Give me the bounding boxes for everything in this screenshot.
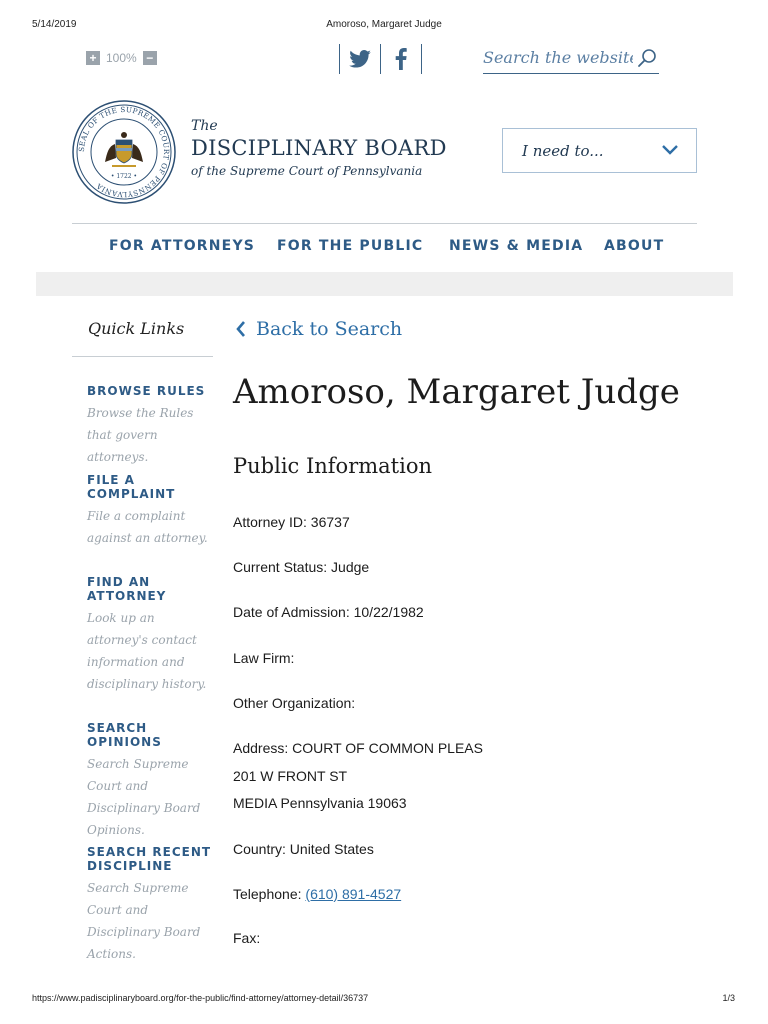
search-input[interactable] xyxy=(483,48,633,67)
svg-text:SEAL OF THE SUPREME COURT OF P: SEAL OF THE SUPREME COURT OF PENNSYLVANIA xyxy=(76,104,172,200)
quick-link-desc: Search Supreme Court and Disciplinary Board Opinions. xyxy=(87,757,201,837)
site-brand[interactable] xyxy=(191,118,447,178)
brand-subtitle: of the Supreme Court of Pennsylvania xyxy=(191,164,423,178)
svg-text:• 1722 •: • 1722 • xyxy=(110,173,138,180)
current-status: Current Status: Judge xyxy=(233,559,370,575)
facebook-icon[interactable] xyxy=(381,48,421,70)
nav-for-attorneys[interactable]: FOR ATTORNEYS xyxy=(109,238,256,254)
address-line-2: 201 W FRONT ST xyxy=(233,768,348,784)
nav-about[interactable]: ABOUT xyxy=(604,238,665,254)
brand-title: DISCIPLINARY BOARD xyxy=(191,136,447,160)
page-title: Amoroso, Margaret Judge xyxy=(233,372,680,412)
zoom-out-button[interactable]: − xyxy=(143,51,157,65)
brand-the: The xyxy=(191,118,218,134)
nav-news-media[interactable]: NEWS & MEDIA xyxy=(449,238,584,254)
address-line-3: MEDIA Pennsylvania 19063 xyxy=(233,795,407,811)
quick-links-title: Quick Links xyxy=(88,319,185,338)
telephone-label: Telephone: xyxy=(233,886,302,902)
quick-link-desc: Browse the Rules that govern attorneys. xyxy=(87,406,194,464)
telephone-link[interactable]: (610) 891-4527 xyxy=(305,886,402,902)
quick-link-browse-rules[interactable] xyxy=(87,384,213,468)
telephone xyxy=(233,886,401,902)
quick-link-title[interactable]: FIND AN ATTORNEY xyxy=(87,575,167,603)
quick-link-desc: Look up an attorney's contact information and disciplinary history. xyxy=(87,611,207,691)
divider xyxy=(72,356,213,357)
quick-link-title[interactable]: FILE A COMPLAINT xyxy=(87,473,176,501)
chevron-left-icon xyxy=(236,321,246,337)
print-url: https://www.padisciplinaryboard.org/for-the-public/find-attorney/attorney-detail/36737 xyxy=(32,993,369,1003)
twitter-icon[interactable] xyxy=(340,50,380,68)
chevron-down-icon xyxy=(662,145,678,155)
quick-link-title[interactable]: BROWSE RULES xyxy=(87,384,206,398)
i-need-to-label: I need to... xyxy=(522,142,604,160)
zoom-control xyxy=(86,51,157,65)
section-title: Public Information xyxy=(233,454,432,478)
quick-link-find-attorney[interactable] xyxy=(87,575,213,695)
back-to-search-link[interactable] xyxy=(236,318,402,340)
address-line-1: Address: COURT OF COMMON PLEAS xyxy=(233,740,483,756)
site-search xyxy=(483,44,659,74)
other-organization: Other Organization: xyxy=(233,695,356,711)
print-page-number: 1/3 xyxy=(722,993,735,1003)
i-need-to-dropdown[interactable] xyxy=(502,128,697,173)
social-links xyxy=(339,44,422,74)
divider xyxy=(421,44,422,74)
back-to-search-label: Back to Search xyxy=(256,318,403,340)
zoom-in-button[interactable]: + xyxy=(86,51,100,65)
fax: Fax: xyxy=(233,930,261,946)
attorney-id: Attorney ID: 36737 xyxy=(233,514,350,530)
page-band xyxy=(36,272,733,296)
country: Country: United States xyxy=(233,841,374,857)
quick-link-search-recent-discipline[interactable] xyxy=(87,845,213,965)
quick-link-file-complaint[interactable] xyxy=(87,473,213,549)
print-date: 5/14/2019 xyxy=(32,19,77,30)
quick-link-desc: Search Supreme Court and Disciplinary Board Actions. xyxy=(87,881,201,961)
law-firm: Law Firm: xyxy=(233,650,295,666)
quick-link-title[interactable]: SEARCH RECENT DISCIPLINE xyxy=(87,845,212,873)
search-icon[interactable] xyxy=(637,48,657,73)
date-of-admission: Date of Admission: 10/22/1982 xyxy=(233,604,424,620)
divider xyxy=(72,223,697,224)
quick-link-title[interactable]: SEARCH OPINIONS xyxy=(87,721,162,749)
print-title: Amoroso, Margaret Judge xyxy=(326,19,442,30)
court-seal-logo[interactable] xyxy=(72,100,176,204)
quick-link-desc: File a complaint against an attorney. xyxy=(87,509,208,545)
zoom-level: 100% xyxy=(106,51,137,65)
quick-link-search-opinions[interactable] xyxy=(87,721,213,841)
nav-for-the-public[interactable]: FOR THE PUBLIC xyxy=(277,238,424,254)
